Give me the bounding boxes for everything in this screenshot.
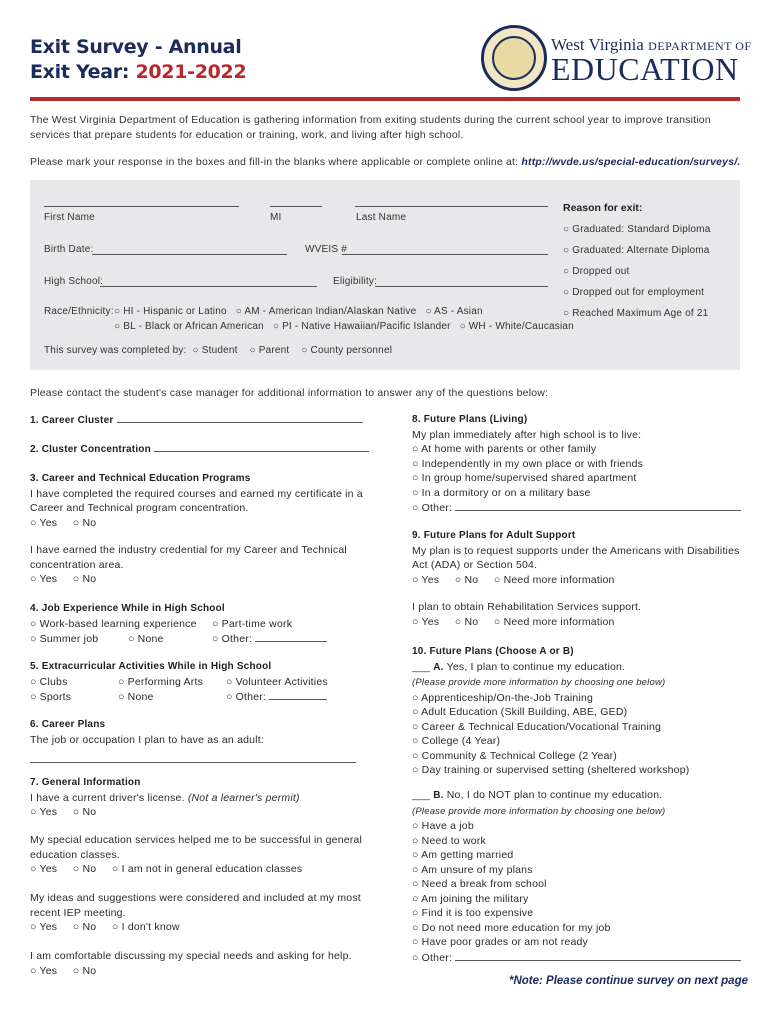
job-option[interactable]: ○ Work-based learning experience	[30, 617, 212, 632]
q10-future-plans: 10. Future Plans (Choose A or B) ___ A. Yes, I plan to continue my education. (Please provide more information by choosing one below) ○ Apprenticeship/On-the-Job Training ○ Adult Education (Skill Building, ABE, GED) ○ Career & Technical Education/Vocational Training ○ College (4 Year) ○ Community & Technical College (2 Year) ○ Day training or supervised setting (sheltered workshop)	[412, 644, 747, 778]
yes-option[interactable]: ○ Yes	[30, 806, 57, 818]
education-option[interactable]: ○ College (4 Year)	[412, 735, 500, 747]
q7b-services: My special education services helped me to be successful in general education classes. ○ Yes ○ No ○ I am not in general education classes	[30, 833, 370, 877]
mi-field[interactable]	[270, 196, 322, 207]
q6-title: 6. Career Plans	[30, 719, 106, 730]
activity-other-field[interactable]	[269, 689, 327, 700]
completed-by-student[interactable]: ○ Student	[193, 345, 238, 356]
yes-option[interactable]: ○ Yes	[412, 616, 439, 628]
q4-title: 4. Job Experience While in High School	[30, 603, 225, 614]
reason-option[interactable]: ○ Graduated: Standard Diploma	[563, 224, 710, 235]
q1-career-cluster: 1. Career Cluster	[30, 412, 363, 429]
yes-option[interactable]: ○ Yes	[30, 965, 57, 977]
race-option[interactable]: ○ WH - White/Caucasian	[460, 321, 574, 332]
no-option[interactable]: ○ No	[73, 921, 97, 933]
completed-by-row	[44, 345, 392, 356]
race-option[interactable]: ○ HI - Hispanic or Latino	[114, 306, 227, 317]
mi-label: MI	[270, 212, 282, 223]
need-info-option[interactable]: ○ Need more information	[494, 574, 615, 586]
race-label: Race/Ethnicity:	[44, 306, 114, 317]
high-school-field[interactable]	[100, 276, 317, 287]
race-row-1	[114, 306, 483, 317]
job-other-field[interactable]	[255, 631, 327, 642]
q7c-iep: My ideas and suggestions were considered and included at my most recent IEP meeting. ○ Yes ○ No ○ I don't know	[30, 891, 370, 935]
living-option[interactable]: ○ In a dormitory or on a military base	[412, 487, 591, 499]
no-option[interactable]: ○ No	[73, 863, 97, 875]
education-option[interactable]: ○ Apprenticeship/On-the-Job Training	[412, 692, 593, 704]
high-school-label: High School:	[44, 276, 104, 287]
living-option[interactable]: ○ In group home/supervised shared apartment	[412, 472, 637, 484]
living-option-other[interactable]: ○ Other:	[412, 502, 452, 514]
q9-title: 9. Future Plans for Adult Support	[412, 530, 576, 541]
activity-option[interactable]: ○ Performing Arts	[118, 675, 226, 690]
no-education-option[interactable]: ○ Am getting married	[412, 849, 513, 861]
no-education-option[interactable]: ○ Am unsure of my plans	[412, 864, 533, 876]
first-name-label: First Name	[44, 212, 95, 223]
reason-option[interactable]: ○ Dropped out	[563, 266, 629, 277]
activity-option[interactable]: ○ None	[118, 690, 226, 705]
q7-title: 7. General Information	[30, 777, 141, 788]
instructions: Please mark your response in the boxes and fill-in the blanks where applicable or complete online at: http://wvde.us/special-education/surveys/.	[30, 156, 741, 168]
header-divider	[30, 97, 740, 101]
no-option[interactable]: ○ No	[73, 517, 97, 529]
no-education-option[interactable]: ○ Have poor grades or am not ready	[412, 936, 588, 948]
reason-title: Reason for exit:	[563, 202, 643, 214]
yes-option[interactable]: ○ Yes	[30, 921, 57, 933]
q5-title: 5. Extracurricular Activities While in High School	[30, 661, 272, 672]
cluster-concentration-field[interactable]	[154, 441, 369, 452]
no-education-option[interactable]: ○ Have a job	[412, 820, 474, 832]
eligibility-field[interactable]	[375, 276, 548, 287]
race-option[interactable]: ○ PI - Native Hawaiian/Pacific Islander	[273, 321, 451, 332]
q7d-self-advocacy: I am comfortable discussing my special needs and asking for help. ○ Yes ○ No	[30, 949, 370, 978]
reason-option[interactable]: ○ Graduated: Alternate Diploma	[563, 245, 710, 256]
last-name-field[interactable]	[355, 196, 548, 207]
activity-option[interactable]: ○ Clubs	[30, 675, 118, 690]
completed-by-label: This survey was completed by:	[44, 345, 187, 356]
q10b-no-education: ___ B. No, I do NOT plan to continue my education. (Please provide more information by choosing one below) ○ Have a job ○ Need to work ○ Am getting married ○ Am unsure of my plans ○ Need a break from school ○ Am joining the military ○ Find it is too expensive ○ Do not need more education for my job ○ Have poor grades or am not ready ○ Other:	[412, 788, 747, 965]
exit-year: Exit Year: 2021-2022	[30, 61, 247, 83]
birth-date-field[interactable]	[92, 244, 287, 255]
no-education-option[interactable]: ○ Need to work	[412, 835, 486, 847]
reason-option[interactable]: ○ Reached Maximum Age of 21	[563, 308, 708, 319]
q3-cte: 3. Career and Technical Education Programs I have completed the required courses and earned my certificate in a Career and Technical program concentration. ○ Yes ○ No	[30, 471, 370, 530]
completed-by-parent[interactable]: ○ Parent	[250, 345, 290, 356]
race-option[interactable]: ○ BL - Black or African American	[114, 321, 264, 332]
survey-link[interactable]: http://wvde.us/special-education/surveys/.	[521, 156, 741, 168]
birth-date-label: Birth Date:	[44, 244, 94, 255]
last-name-label: Last Name	[356, 212, 407, 223]
q4-job-experience	[30, 601, 370, 647]
state-seal-logo	[481, 25, 547, 91]
education-option[interactable]: ○ Community & Technical College (2 Year)	[412, 750, 617, 762]
living-option[interactable]: ○ At home with parents or other family	[412, 443, 596, 455]
no-education-other-field[interactable]	[455, 950, 741, 961]
q3-title: 3. Career and Technical Education Programs	[30, 473, 251, 484]
job-option[interactable]: ○ Summer job	[30, 632, 128, 647]
no-education-option[interactable]: ○ Find it is too expensive	[412, 907, 533, 919]
yes-option[interactable]: ○ Yes	[30, 573, 57, 585]
logo-education: EDUCATION	[551, 51, 739, 87]
education-option[interactable]: ○ Career & Technical Education/Vocational Training	[412, 721, 661, 733]
no-option[interactable]: ○ No	[73, 806, 97, 818]
q8-living: 8. Future Plans (Living) My plan immediately after high school is to live: ○ At home with parents or other family ○ Independently in my own place or with friends ○ In group home/supervised shared apartment ○ In a dormitory or on a military base ○ Other:	[412, 412, 747, 516]
q8-title: 8. Future Plans (Living)	[412, 414, 528, 425]
job-option-other[interactable]: ○ Other:	[212, 633, 252, 645]
activity-option[interactable]: ○ Sports	[30, 690, 118, 705]
completed-by-county[interactable]: ○ County personnel	[301, 345, 392, 356]
race-option[interactable]: ○ AM - American Indian/Alaskan Native	[236, 306, 417, 317]
activity-option-other[interactable]: ○ Other:	[226, 691, 266, 703]
q7-general-info: 7. General Information I have a current driver's license. (Not a learner's permit) ○ Yes ○ No	[30, 775, 370, 820]
no-education-option[interactable]: ○ Need a break from school	[412, 878, 547, 890]
race-option[interactable]: ○ AS - Asian	[425, 306, 482, 317]
logo-text: West Virginia DEPARTMENT OF	[551, 35, 752, 54]
no-option[interactable]: ○ No	[455, 616, 479, 628]
no-education-option[interactable]: ○ Do not need more education for my job	[412, 922, 611, 934]
contact-line: Please contact the student's case manager for additional information to answer any of the questions below:	[30, 387, 549, 399]
wveis-field[interactable]	[342, 244, 548, 255]
activity-option[interactable]: ○ Volunteer Activities	[226, 676, 328, 688]
continue-note: *Note: Please continue survey on next page	[508, 975, 748, 987]
q5-extracurricular	[30, 659, 370, 705]
q6-career-plans: 6. Career Plans The job or occupation I plan to have as an adult:	[30, 719, 264, 746]
reason-option[interactable]: ○ Dropped out for employment	[563, 287, 704, 298]
survey-title: Exit Survey - Annual	[30, 36, 242, 58]
exit-year-value: 2021-2022	[135, 61, 247, 83]
intro-paragraph: The West Virginia Department of Education is gathering information from exiting students during the current school year to improve transition services that prepare students for education or training, work, and living after high school.	[30, 114, 711, 141]
yes-option[interactable]: ○ Yes	[30, 863, 57, 875]
career-cluster-field[interactable]	[117, 412, 363, 423]
no-option[interactable]: ○ No	[73, 965, 97, 977]
need-info-option[interactable]: ○ Need more information	[494, 616, 615, 628]
q2-cluster-concentration: 2. Cluster Concentration	[30, 441, 369, 458]
dont-know-option[interactable]: ○ I don't know	[112, 921, 180, 933]
wveis-label: WVEIS #	[305, 244, 347, 255]
living-option[interactable]: ○ Independently in my own place or with friends	[412, 458, 643, 470]
eligibility-label: Eligibility:	[333, 276, 378, 287]
career-plans-field[interactable]	[30, 752, 356, 763]
race-row-2	[114, 321, 574, 332]
no-education-option[interactable]: ○ Am joining the military	[412, 893, 528, 905]
q9-adult-support: 9. Future Plans for Adult Support My plan is to request supports under the Americans with Disabilities Act (ADA) or Section 504. ○ Yes ○ No ○ Need more information	[412, 528, 747, 587]
living-other-field[interactable]	[455, 500, 741, 511]
education-option[interactable]: ○ Adult Education (Skill Building, ABE, GED)	[412, 706, 627, 718]
no-education-option-other[interactable]: ○ Other:	[412, 952, 452, 964]
q3b-credential: I have earned the industry credential for my Career and Technical concentration area. ○ Yes ○ No	[30, 543, 370, 587]
education-option[interactable]: ○ Day training or supervised setting (sheltered workshop)	[412, 764, 689, 776]
not-in-gen-ed-option[interactable]: ○ I am not in general education classes	[112, 863, 302, 875]
yes-option[interactable]: ○ Yes	[30, 517, 57, 529]
first-name-field[interactable]	[44, 196, 239, 207]
job-option[interactable]: ○ Part-time work	[212, 618, 292, 630]
no-option[interactable]: ○ No	[455, 574, 479, 586]
job-option[interactable]: ○ None	[128, 632, 212, 647]
q9b-rehab: I plan to obtain Rehabilitation Services support. ○ Yes ○ No ○ Need more information	[412, 600, 747, 629]
yes-option[interactable]: ○ Yes	[412, 574, 439, 586]
q10-title: 10. Future Plans (Choose A or B)	[412, 646, 574, 657]
no-option[interactable]: ○ No	[73, 573, 97, 585]
